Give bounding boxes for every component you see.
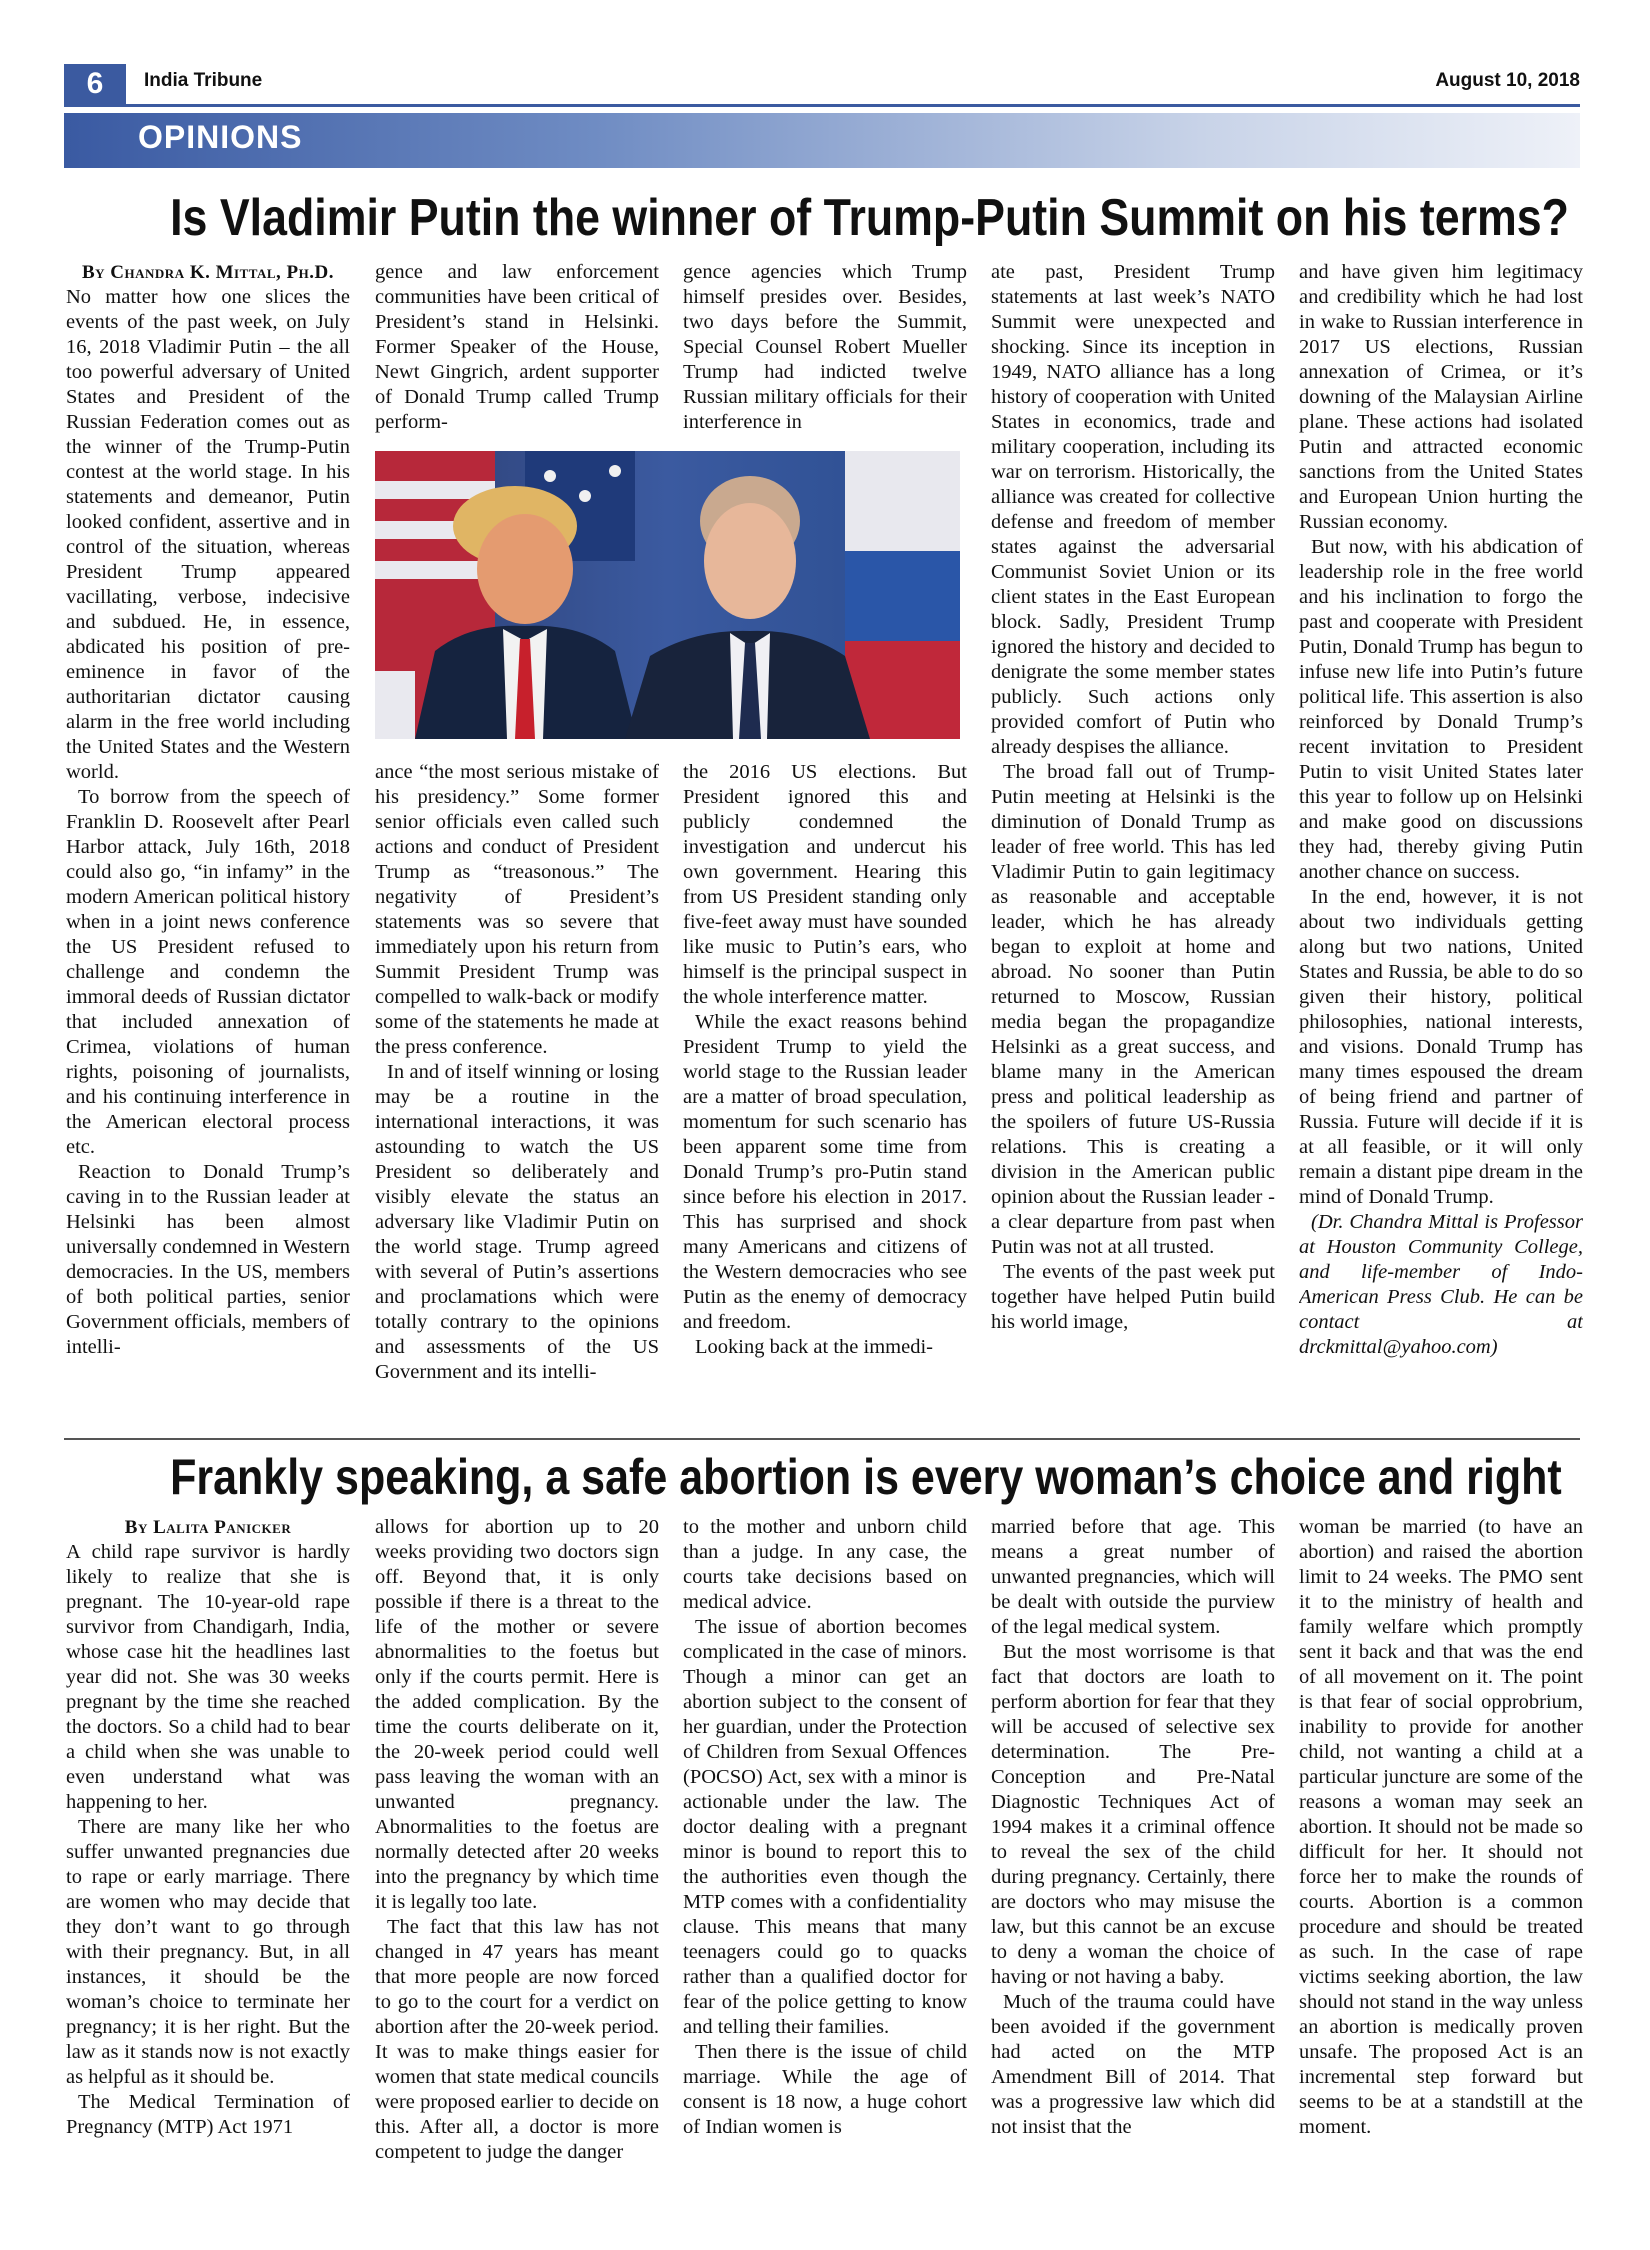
article1-headline: Is Vladimir Putin the winner of Trump-Putin Summit on his terms? bbox=[170, 189, 1569, 247]
section-banner bbox=[64, 113, 1580, 168]
article1-column-2-top bbox=[375, 260, 659, 440]
article-separator bbox=[64, 1438, 1580, 1440]
article2-byline: By Lalita Panicker bbox=[124, 1517, 292, 1538]
paragraph: Then there is the issue of child marriage. While the age of consent is 18 now, a huge cohort of Indian women is bbox=[683, 2041, 967, 2138]
paragraph: gence and law enforcement communities have been critical of President’s stand in Helsinki. Former Speaker of the House, Newt Gingrich, ardent supporter of Donald Trump called Trump perform- bbox=[375, 261, 659, 433]
paragraph: While the exact reasons behind President Trump to yield the world stage to the Russian leader are a matter of broad speculation, momentum for such scenario has been apparent some time from Donald Trump’s pro-Putin stand since before his election in 2017. This has surprised and shock many Americans and citizens of the Western democracies who see Putin as the enemy of democracy and freedom. bbox=[683, 1011, 967, 1333]
article1-column-3-top bbox=[683, 260, 967, 440]
paragraph: In the end, however, it is not about two individuals getting along but two nations, United States and Russia, be able to do so given their history, political philosophies, national interests, and visions. Donald Trump has many times espoused the dream of being friend and partner of Russia. Future will decide if it is at all feasible, or it will only remain a distant pipe dream in the mind of Donald Trump. bbox=[1299, 886, 1583, 1208]
publication-name: India Tribune bbox=[144, 70, 263, 91]
issue-date: August 10, 2018 bbox=[1435, 70, 1580, 91]
paragraph: The fact that this law has not changed in 47 years has meant that more people are now forced to go to the court for a verdict on abortion after the 20-week period. It was to make things easier for women that state medical councils were proposed earlier to decide on this. After all, a doctor is more competent to judge the danger bbox=[375, 1916, 659, 2163]
article1-column-3-bottom bbox=[683, 760, 967, 1440]
article2-headline: Frankly speaking, a safe abortion is every woman’s choice and right bbox=[170, 1449, 1562, 1505]
article2-column-4 bbox=[991, 1515, 1275, 2235]
page-header bbox=[64, 64, 1580, 104]
paragraph: But now, with his abdication of leadership role in the free world and his inclination to forgo the past and cooperate with President Putin, Donald Trump has begun to infuse new life into Putin’s future political life. This assertion is also reinforced by Donald Trump’s recent invitation to President Putin to visit United States later this year to follow up on Helsinki and make good on discussions they had, thereby giving Putin another chance on success. bbox=[1299, 536, 1583, 883]
header-rule bbox=[64, 104, 1580, 107]
paragraph: Looking back at the immedi- bbox=[695, 1336, 933, 1358]
article1-column-4 bbox=[991, 260, 1275, 1440]
paragraph: Much of the trauma could have been avoided if the government had acted on the MTP Amendment Bill of 2014. That was a progressive law which did not insist that the bbox=[991, 1991, 1275, 2138]
photo-illustration bbox=[375, 451, 960, 739]
article1-byline: By Chandra K. Mittal, Ph.D. bbox=[82, 262, 334, 283]
paragraph: allows for abortion up to 20 weeks providing two doctors sign off. Beyond that, it is only possible if there is a threat to the life of the mother or severe abnormalities to the foetus but only if the courts permit. Here is the added complication. By the time the courts deliberate on it, the 20-week period could well pass leaving the woman with an unwanted pregnancy. Abnormalities to the foetus are normally detected after 20 weeks into the pregnancy by which time it is legally too late. bbox=[375, 1516, 659, 1913]
summit-photo bbox=[375, 451, 960, 739]
paragraph: to the mother and unborn child than a judge. In any case, the courts take decisions based on medical advice. bbox=[683, 1516, 967, 1613]
page-number: 6 bbox=[64, 64, 126, 104]
paragraph: ance “the most serious mistake of his presidency.” Some former senior officials even called such actions and conduct of President Trump as “treasonous.” The negativity of President’s statements was so severe that immediately upon his return from Summit President Trump was compelled to walk-back or modify some of the statements he made at the press conference. bbox=[375, 761, 659, 1058]
paragraph: No matter how one slices the events of the past week, on July 16, 2018 Vladimir Putin – the all too powerful adversary of United States and President of the Russian Federation comes out as the winner of the Trump-Putin contest at the world stage. In his statements and demeanor, Putin looked confident, assertive and in control of the situation, whereas President Trump appeared vacillating, verbose, indecisive and subdued. He, in essence, abdicated his position of pre-eminence in favor of the authoritarian dictator causing alarm in the free world including the United States and the Western world. bbox=[66, 286, 350, 783]
paragraph: The events of the past week put together have helped Putin build his world image, bbox=[991, 1261, 1275, 1333]
paragraph: the 2016 US elections. But President ignored this and publicly condemned the investigation and undercut his own government. Hearing this from US President standing only five-feet away must have sounded like music to Putin’s ears, who himself is the principal suspect in the whole interference matter. bbox=[683, 761, 967, 1008]
paragraph: woman be married (to have an abortion) and raised the abortion limit to 24 weeks. The PMO sent it to the ministry of health and family welfare which promptly sent it back and that was the end of all movement on it. The point is that fear of social opprobrium, inability to provide for another child, not wanting a child at a particular juncture are some of the reasons a woman may seek an abortion. It should not be made so difficult for her. It should not force her to make the rounds of courts. Abortion is a common procedure and should be treated as such. In the case of rape victims seeking abortion, the law should not stand in the way unless an abortion is medically proven unsafe. The proposed Act is an incremental step forward but seems to be at a standstill at the moment. bbox=[1299, 1516, 1583, 2138]
paragraph: There are many like her who suffer unwanted pregnancies due to rape or early marriage. There are women who may decide that they don’t want to go through with their pregnancy. But, in all instances, it should be the woman’s choice to terminate her pregnancy; it is her right. But the law as it stands now is not exactly as helpful as it should be. bbox=[66, 1816, 350, 2088]
section-title: OPINIONS bbox=[138, 119, 303, 155]
paragraph: In and of itself winning or losing may be a routine in the international interactions, it was astounding to watch the US President so deliberately and visibly elevate the status an adversary like Vladimir Putin on the world stage. Trump agreed with several of Putin’s assertions and proclamations which were totally contrary to the opinions and assessments of the US Government and its intelli- bbox=[375, 1061, 659, 1383]
article2-column-2 bbox=[375, 1515, 659, 2235]
paragraph: The broad fall out of Trump-Putin meeting at Helsinki is the diminution of Donald Trump as leader of free world. This has led Vladimir Putin to gain legitimacy as reasonable and acceptable leader, which he has already began to exploit at home and abroad. No sooner than Putin returned to Moscow, Russian media began the propagandize Helsinki as a great success, and blame many in the American press and political leadership as the spoilers of future US-Russia relations. This is creating a division in the American public opinion about the Russian leader - a clear departure from past when Putin was not at all trusted. bbox=[991, 761, 1275, 1258]
paragraph: gence agencies which Trump himself presides over. Besides, two days before the Summit, Special Counsel Robert Mueller Trump had indicted twelve Russian military officials for their interference in bbox=[683, 261, 967, 433]
article2-column-1 bbox=[66, 1515, 350, 2235]
paragraph: The Medical Termination of Pregnancy (MTP) Act 1971 bbox=[66, 2091, 350, 2138]
paragraph: and have given him legitimacy and credibility which he had lost in wake to Russian interference in 2017 US elections, Russian annexation of Crimea, or it’s downing of the Malaysian Airline plane. These actions had isolated Putin and attracted economic sanctions from the United States and European Union hurting the Russian economy. bbox=[1299, 261, 1583, 533]
paragraph: A child rape survivor is hardly likely to realize that she is pregnant. The 10-year-old rape survivor from Chandigarh, India, whose case hit the headlines last year did not. She was 30 weeks pregnant by the time she reached the doctors. So a child had to bear a child when she was unable to even understand what was happening to her. bbox=[66, 1541, 350, 1813]
article2-column-5 bbox=[1299, 1515, 1583, 2235]
author-note: (Dr. Chandra Mittal is Professor at Houston Community College, and life-member of Indo-American Press Club. He can be contact at drckmittal@yahoo.com) bbox=[1299, 1211, 1583, 1358]
article1-column-5 bbox=[1299, 260, 1583, 1440]
paragraph: ate past, President Trump statements at last week’s NATO Summit were unexpected and shocking. Since its inception in 1949, NATO alliance has a long history of cooperation with United States in economics, trade and military cooperation, including its war on terrorism. Historically, the alliance was created for collective defense and freedom of member states against the adversarial Communist Soviet Union or its client states in the East European block. Sadly, President Trump ignored the history and decided to denigrate the some member states publicly. Such actions only provided comfort of Putin who already despises the alliance. bbox=[991, 261, 1275, 758]
paragraph: married before that age. This means a great number of unwanted pregnancies, which will be dealt with outside the purview of the legal medical system. bbox=[991, 1516, 1275, 1638]
article1-column-2-bottom bbox=[375, 760, 659, 1440]
paragraph: To borrow from the speech of Franklin D. Roosevelt after Pearl Harbor attack, July 16th, 2018 could also go, “in infamy” in the modern American political history when in a joint news conference the US President refused to challenge and condemn the immoral deeds of Russian dictator that included annexation of Crimea, violations of human rights, poisoning of journalists, and his continuing interference in the American electoral process etc. bbox=[66, 786, 350, 1158]
article1-column-1 bbox=[66, 260, 350, 1435]
paragraph: But the most worrisome is that fact that doctors are loath to perform abortion for fear that they will be accused of selective sex determination. The Pre-Conception and Pre-Natal Diagnostic Techniques Act of 1994 makes it a criminal offence to reveal the sex of the child during pregnancy. Certainly, there are doctors who may misuse the law, but this cannot be an excuse to deny a woman the choice of having or not having a baby. bbox=[991, 1641, 1275, 1988]
paragraph: Reaction to Donald Trump’s caving in to the Russian leader at Helsinki has been almost universally condemned in Western democracies. In the US, members of both political parties, senior Government officials, members of intelli- bbox=[66, 1161, 350, 1358]
article2-column-3 bbox=[683, 1515, 967, 2235]
paragraph: The issue of abortion becomes complicated in the case of minors. Though a minor can get an abortion subject to the consent of her guardian, under the Protection of Children from Sexual Offences (POCSO) Act, sex with a minor is actionable under the law. The doctor dealing with a pregnant minor is bound to report this to the authorities even though the MTP comes with a confidentiality clause. This means that many teenagers could go to quacks rather than a qualified doctor for fear of the police getting to know and telling their families. bbox=[683, 1616, 967, 2038]
